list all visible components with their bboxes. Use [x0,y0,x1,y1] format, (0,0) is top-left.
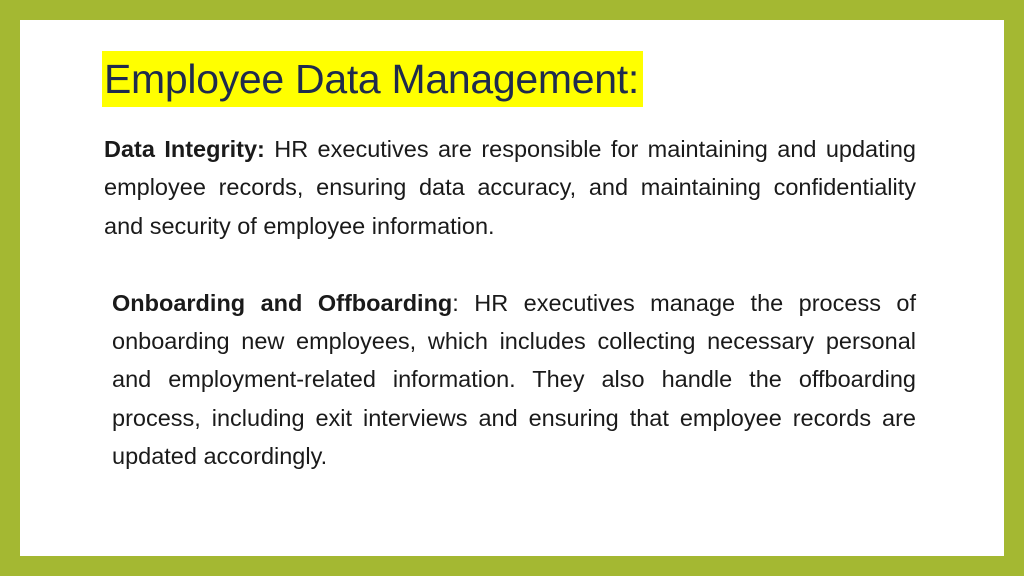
paragraph-data-integrity [104,130,916,245]
slide [20,20,1004,556]
paragraph-text-data-integrity: HR executives are responsible for maintaining and updating employee records, ensuring data accuracy, and maintaining confidentiality and security of employee information. [104,136,917,239]
paragraph-text-onboarding-offboarding: : HR executives manage the process of onboarding new employees, which includes collecting necessary personal and employment-related information. They also handle the offboarding process, including exit interviews and ensuring that employee records are updated accordingly. [112,289,916,470]
slide-title: Employee Data Management: [102,51,643,107]
paragraph-onboarding-offboarding [104,284,916,476]
slide-body [104,130,916,476]
paragraph-lead-data-integrity: Data Integrity: [104,136,265,162]
paragraph-lead-onboarding-offboarding: Onboarding and Offboarding [112,289,453,316]
